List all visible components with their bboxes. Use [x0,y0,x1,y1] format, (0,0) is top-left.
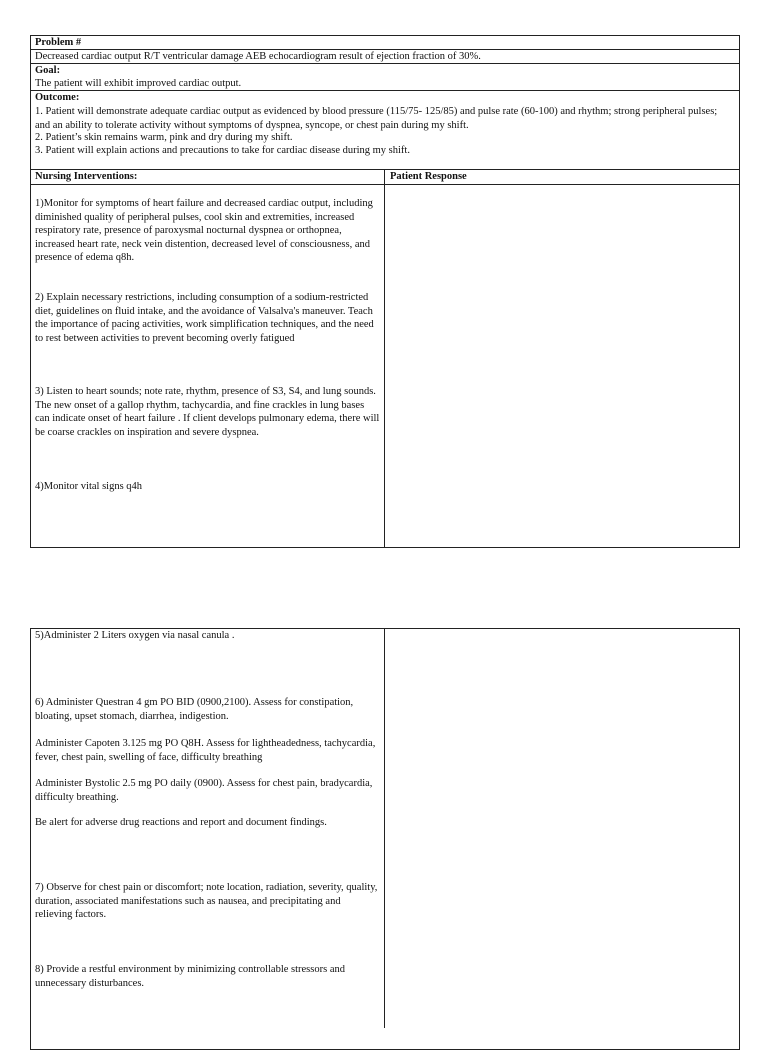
problem-text: Decreased cardiac output R/T ventricular damage AEB echocardiogram result of ejection fraction of 30%. [35,51,481,62]
row-divider [30,184,740,185]
interventions-cell [35,881,380,922]
column-divider [384,169,385,547]
interventions-cell [35,197,380,265]
patient-response-cell[interactable] [386,186,738,546]
interventions-cell [35,480,380,494]
intervention-item: Administer Capoten 3.125 mg PO Q8H. Assess for lightheadedness, tachycardia, fever, chest pain, swelling of face, difficulty breathing [35,738,376,763]
outcome-item-1: 1. Patient will demonstrate adequate cardiac output as evidenced by blood pressure (115/75- 125/85) and pulse rate (60-100) and rhythm; strong peripheral pulses; and an ability to tolerate activity without symptoms of dyspnea, syncope, or chest pain during my shift. [35,106,718,131]
intervention-item: 1)Monitor for symptoms of heart failure and decreased cardiac output, including diminished quality of peripheral pulses, cool skin and extremities, increased respiratory rate, presence of paroxysmal nocturnal dyspnea or orthopnea, increased heart rate, neck vein distention, decreased level of consciousness, and presence of edema q8h. [35,198,373,263]
care-plan-table-top [30,35,740,548]
intervention-item: 5)Administer 2 Liters oxygen via nasal canula . [35,630,235,641]
outcome-item-2: 2. Patient’s skin remains warm, pink and dry during my shift. [35,132,293,143]
interventions-cell [35,816,380,830]
care-plan-table-bottom [30,628,740,1028]
intervention-item: Be alert for adverse drug reactions and report and document findings. [35,817,327,828]
goal-text: The patient will exhibit improved cardiac output. [35,78,242,89]
intervention-item: 6) Administer Questran 4 gm PO BID (0900,2100). Assess for constipation, bloating, upset stomach, diarrhea, indigestion. [35,697,354,722]
outcome-item-3: 3. Patient will explain actions and precautions to take for cardiac disease during my shift. [35,145,410,156]
interventions-cell [35,696,380,723]
intervention-item: 2) Explain necessary restrictions, including consumption of a sodium-restricted diet, guidelines on fluid intake, and the avoidance of Valsalva's maneuver. Teach the importance of pacing activities, work simplification techniques, and the need to rest between activities to prevent becoming overly fatigued [35,292,374,344]
problem-label: Problem # [35,37,82,48]
intervention-item: 7) Observe for chest pain or discomfort; note location, radiation, severity, quality, duration, associated manifestations such as nausea, and precipitating and relieving factors. [35,882,378,920]
interventions-cell [35,629,380,643]
intervention-item: 4)Monitor vital signs q4h [35,481,143,492]
intervention-item: Administer Bystolic 2.5 mg PO daily (0900). Assess for chest pain, bradycardia, difficulty breathing. [35,778,373,803]
intervention-item: 3) Listen to heart sounds; note rate, rhythm, presence of S3, S4, and lung sounds. The new onset of a gallop rhythm, tachycardia, and fine crackles in lung bases can indicate onset of heart failure . If client develops pulmonary edema, there will be coarse crackles on inspiration and severe dyspnea. [35,386,380,438]
column-header-interventions: Nursing Interventions: [35,171,138,182]
interventions-cell [35,777,380,804]
column-header-patient-response: Patient Response [390,171,467,182]
column-divider [384,628,385,1028]
interventions-cell [35,291,380,345]
goal-label: Goal: [35,65,61,76]
interventions-cell [35,385,380,439]
outcome-label: Outcome: [35,92,80,103]
interventions-cell [35,963,380,990]
interventions-cell [35,737,380,764]
intervention-item: 8) Provide a restful environment by minimizing controllable stressors and unnecessary disturbances. [35,964,345,989]
patient-response-cell[interactable] [386,629,738,1024]
